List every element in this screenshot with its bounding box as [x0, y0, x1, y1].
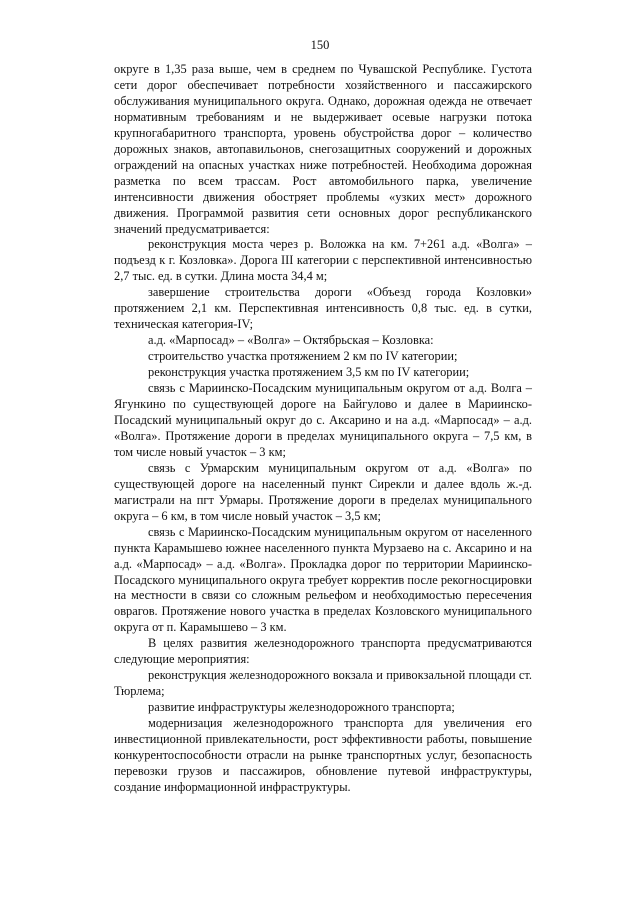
paragraph: связь с Мариинско-Посадским муниципальным округом от населенного пункта Карамышево южнее населенного пункта Мурзаево на с. Аксарино и на а.д. «Марпосад» – а.д. «Волга». Прокладка дорог по территории Мариинско-Посадского муниципального округа требует корректив после рекогносцировки на местности в связи со сложным рельефом и необходимостью пересечения оврагов. Протяжение нового участка в пределах Козловского муниципального округа от п. Карамышево – 3 км. [114, 524, 532, 635]
paragraph: завершение строительства дороги «Объезд города Козловки» протяжением 2,1 км. Перспективная интенсивность 0,8 тыс. ед. в сутки, техническая категория-IV; [114, 285, 532, 332]
paragraph: модернизация железнодорожного транспорта для увеличения его инвестиционной привлекательности, рост эффективности работы, повышение конкурентоспособности отрасли на рынке транспортных услуг, безопасность перевозки грузов и пассажиров, обновление путевой инфраструктуры, создание информационной инфраструктуры. [114, 716, 532, 794]
text-body [114, 62, 532, 796]
paragraph: а.д. «Марпосад» – «Волга» – Октябрьская – Козловка: [148, 333, 434, 348]
paragraph: строительство участка протяжением 2 км по IV категории; [148, 349, 458, 364]
paragraph: связь с Урмарским муниципальным округом от а.д. «Волга» по существующей дороге на населенный пункт Сирекли и далее вдоль ж.-д. магистрали на пгт Урмары. Протяжение дороги в пределах муниципального округа – 6 км, в том числе новый участок – 3,5 км; [114, 460, 532, 523]
paragraph: округе в 1,35 раза выше, чем в среднем по Чувашской Республике. Густота сети дорог обеспечивает потребности хозяйственного и пассажирского обслуживания муниципального округа. Однако, дорожная одежда не отвечает нормативным требованиям и не выдерживает осевые нагрузки потока крупногабаритного транспорта, уровень обустройства дорог – количество дорожных знаков, автопавильонов, снегозащитных сооружений и дорожных ограждений на опасных участках ниже потребностей. Необходима дорожная разметка по всем трассам. Рост автомобильного парка, увеличение интенсивности движения обостряет проблемы «узких мест» дорожного движения. Программой развития сети основных дорог республиканского значений предусматривается: [114, 62, 532, 236]
page-number: 150 [310, 38, 330, 52]
paragraph: реконструкция участка протяжением 3,5 км по IV категории; [148, 365, 470, 380]
paragraph: В целях развития железнодорожного транспорта предусматриваются следующие мероприятия: [114, 636, 532, 667]
paragraph: связь с Мариинско-Посадским муниципальным округом от а.д. Волга – Ягункино по существующей дороге на Байгулово и далее в Мариинско-Посадский муниципальный округ до с. Аксарино и на а.д. «Марпосад» – а.д. «Волга». Протяжение дороги в пределах муниципального округа – 7,5 км, в том числе новый участок – 3 км; [114, 381, 532, 459]
paragraph: реконструкция моста через р. Воложка на км. 7+261 а.д. «Волга» – подъезд к г. Козловка». Дорога III категории с перспективной интенсивностью 2,7 тыс. ед. в сутки. Длина моста 34,4 м; [114, 237, 532, 284]
paragraph: реконструкция железнодорожного вокзала и привокзальной площади ст. Тюрлема; [114, 668, 532, 699]
paragraph: развитие инфраструктуры железнодорожного транспорта; [148, 700, 455, 715]
